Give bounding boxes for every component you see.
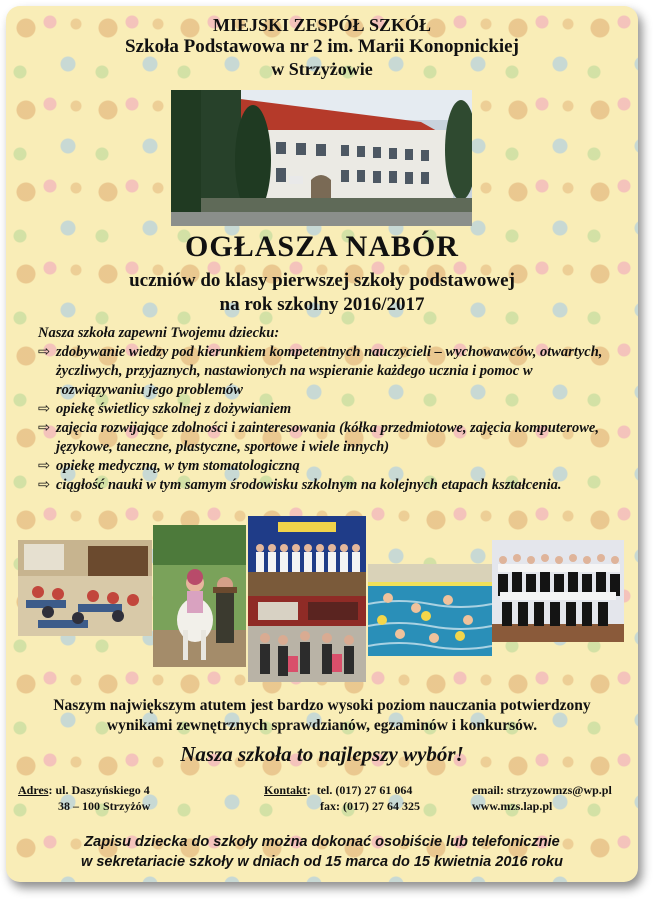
choir-stage-photo [248, 516, 366, 596]
header-line-3: w Strzyżowie [271, 59, 373, 79]
enrollment-line-2: w sekretariacie szkoły w dniach od 15 marca do 15 kwietnia 2016 roku [81, 854, 563, 870]
fire-station-visit-photo [248, 596, 366, 682]
phone-number: tel. (017) 27 61 064 [316, 783, 413, 797]
atut-text: Naszym największym atutem jest bardzo wysoki poziom nauczania potwierdzony wynikami zewnętrznych sprawdzianów, egzaminów i konkursów. [53, 697, 591, 734]
slogan: Nasza szkoła to najlepszy wybór! [180, 742, 464, 766]
headline-sub-1: uczniów do klasy pierwszej szkoły podstawowej [129, 270, 515, 291]
header [6, 14, 638, 80]
offer-intro: Nasza szkoła zapewni Twojemu dziecku: [38, 325, 280, 341]
offer-item: ⇨ opiekę medyczną, w tym stomatologiczną [38, 458, 300, 474]
school-building-photo [171, 90, 472, 226]
contact-block: Kontakt: tel. (017) 27 61 064 fax: (017) 27 64 325 [264, 783, 420, 813]
right-arrow-icon: ⇨ [38, 477, 51, 493]
website-link[interactable]: www.mzs.lap.pl [472, 799, 553, 813]
horse-riding-photo [153, 525, 246, 667]
address-block: Adres: ul. Daszyńskiego 4 38 – 100 Strzyżów [18, 783, 151, 813]
email-address[interactable]: email: strzyzowmzs@wp.pl [472, 783, 612, 797]
address-line-2: 38 – 100 Strzyżów [58, 799, 151, 813]
headline-title: OGŁASZA NABÓR [185, 230, 459, 263]
header-line-2: Szkoła Podstawowa nr 2 im. Marii Konopnickiej [125, 36, 519, 57]
headline-sub-2: na rok szkolny 2016/2017 [219, 294, 425, 315]
right-arrow-icon: ⇨ [38, 401, 51, 417]
enrollment-info [6, 832, 638, 872]
offer-item: ⇨ zdobywanie wiedzy pod kierunkiem kompetentnych nauczycieli – wychowawców, otwartych, życzliwych, przyjaznych, nastawionych na wspieranie każdego ucznia i pomoc w rozwiązywaniu jego problemów [38, 344, 603, 398]
address-line-1: ul. Daszyńskiego 4 [55, 783, 150, 797]
contact-label: Kontakt [264, 783, 307, 797]
offer-item: ⇨ ciągłość nauki w tym samym środowisku szkolnym na kolejnych etapach kształcenia. [38, 477, 562, 493]
offer-item: ⇨ zajęcia rozwijające zdolności i zainteresowania (kółka przedmiotowe, zajęcia komputerowe, językowe, taneczne, plastyczne, sportowe i wiele innych) [38, 420, 599, 455]
enrollment-line-1: Zapisu dziecka do szkoły można dokonać osobiście lub telefonicznie [84, 834, 560, 850]
school-choir-photo [492, 540, 624, 642]
online-block [472, 782, 638, 814]
header-line-1: MIEJSKI ZESPÓŁ SZKÓŁ [212, 15, 432, 35]
fax-number: fax: (017) 27 64 325 [320, 799, 420, 813]
address-label: Adres [18, 783, 49, 797]
classroom-photo [18, 540, 152, 636]
offer-list [38, 324, 613, 495]
poster [6, 6, 638, 882]
right-arrow-icon: ⇨ [38, 344, 51, 360]
right-arrow-icon: ⇨ [38, 458, 51, 474]
swimming-pool-photo [368, 564, 492, 656]
right-arrow-icon: ⇨ [38, 420, 51, 436]
headline-subtitle [6, 269, 638, 317]
offer-item: ⇨ opiekę świetlicy szkolnej z dożywianiem [38, 401, 292, 417]
